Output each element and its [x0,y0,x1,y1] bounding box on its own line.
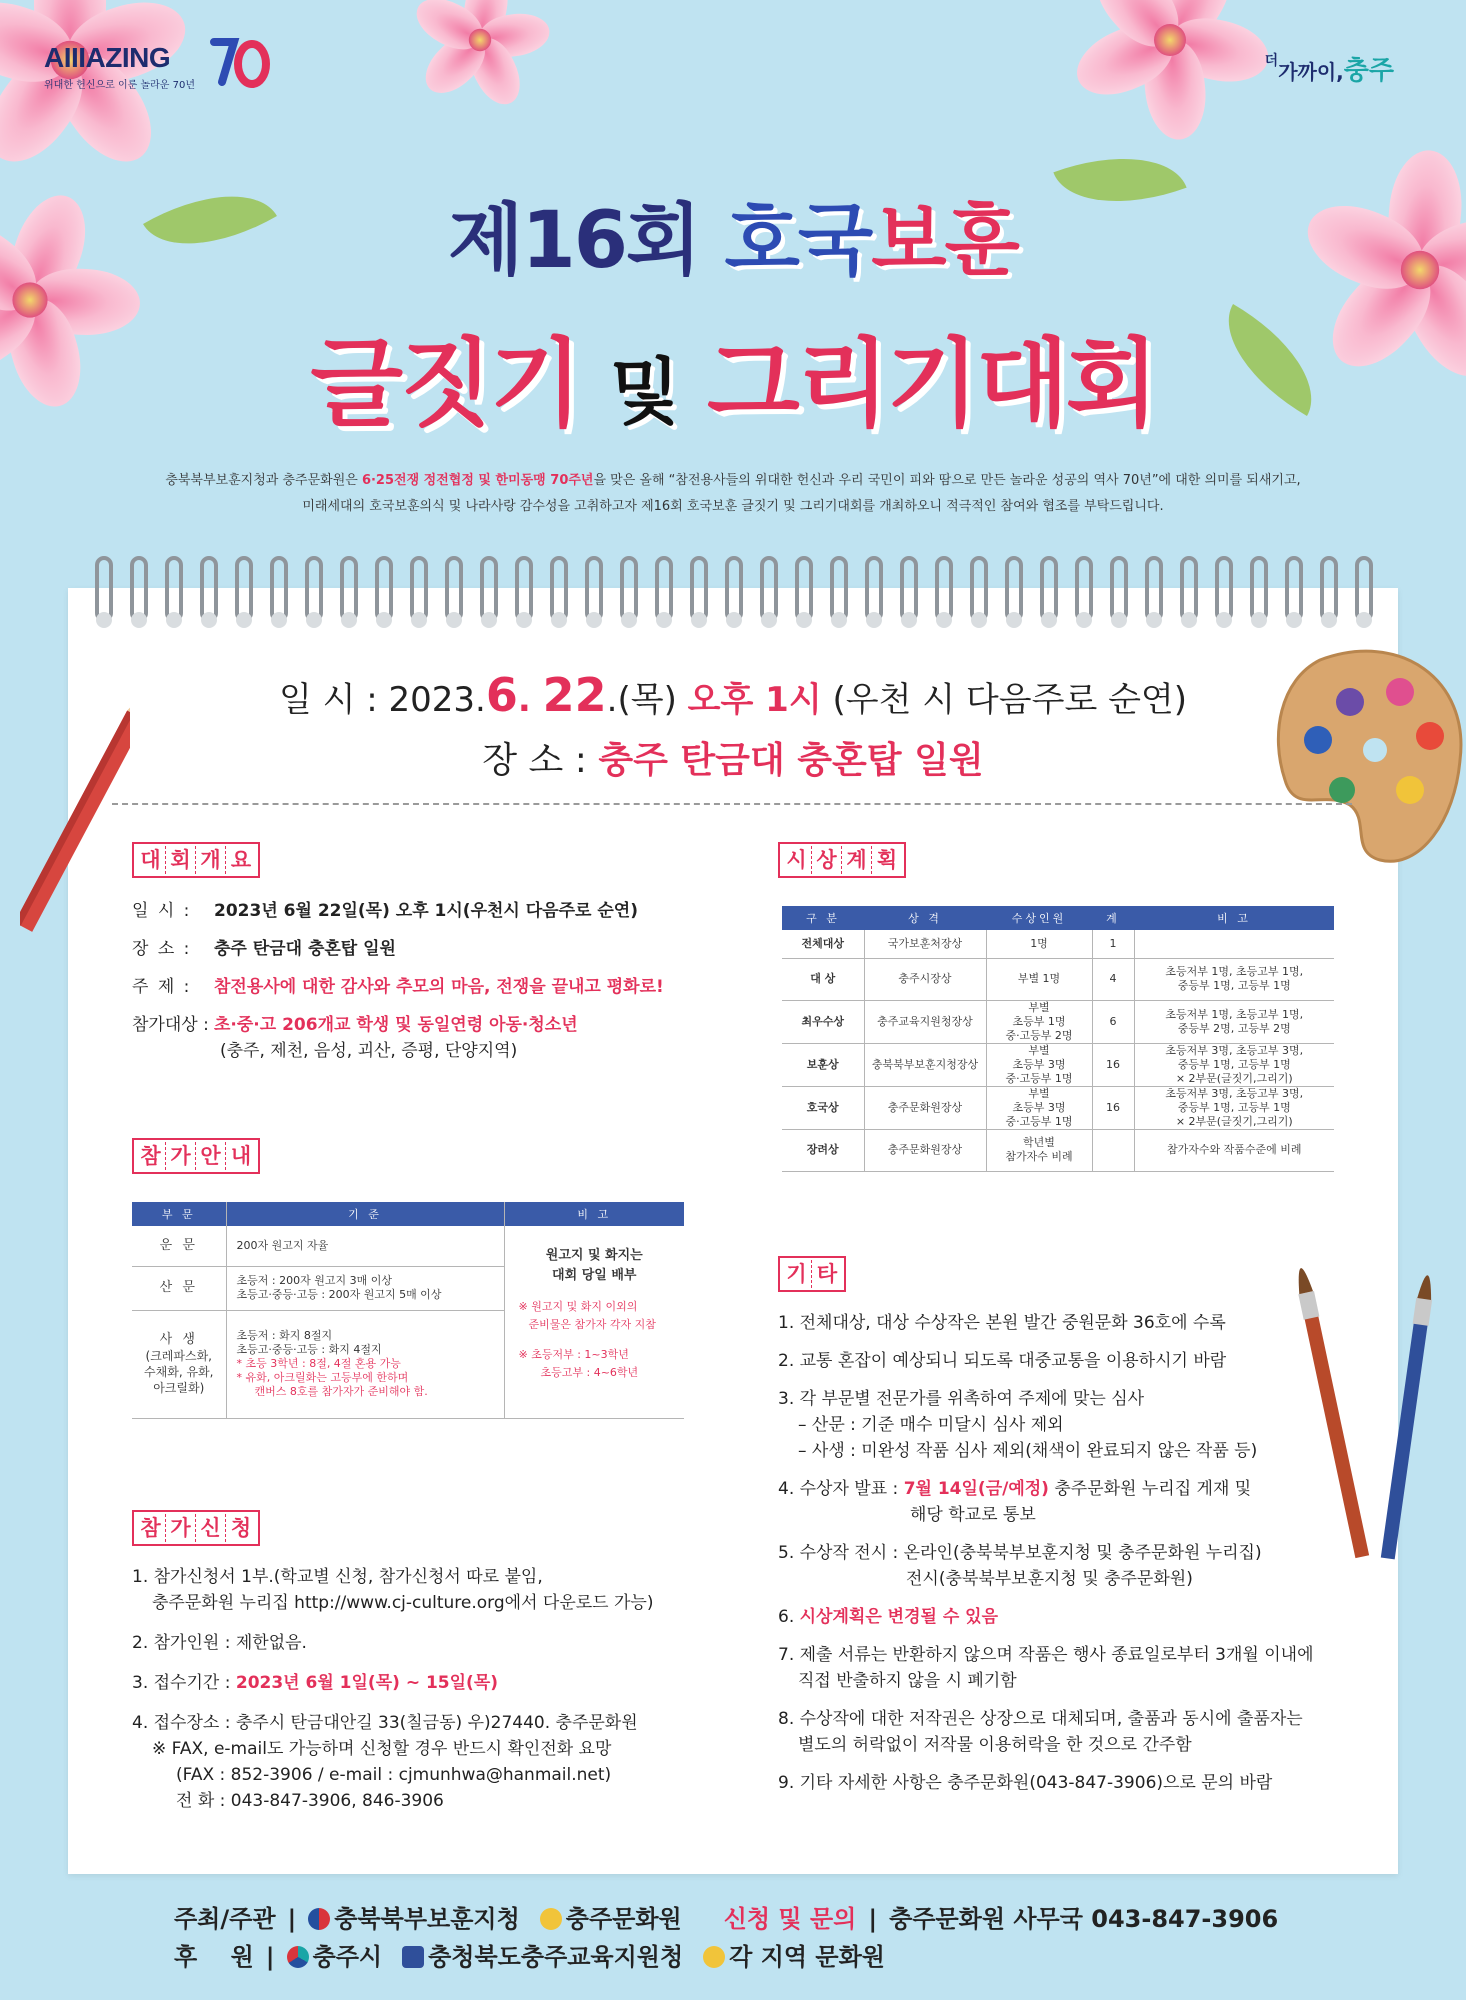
award-cell-line: 초등저부 3명, 초등고부 3명, [1165,1043,1304,1057]
guide-criteria-line: 캔버스 8호를 참가자가 준비해야 함. [254,1385,428,1398]
overview-target-regions: (충주, 제천, 음성, 괴산, 증평, 단양지역) [220,1041,518,1061]
apply-text: 충주문화원 누리집 http://www.cj-culture.org에서 다운로드 가능) [152,1593,654,1613]
award-cell-line: 초등부 3명 [1012,1057,1066,1071]
apply-text: 1. 참가신청서 1부.(학교별 신청, 참가신청서 따로 붙임, [132,1567,543,1587]
title-round: 제16회 [448,196,725,286]
award-cell-line: 중등부 1명, 고등부 1명 [1177,979,1291,992]
award-name [782,958,864,1000]
list-item: 2. 교통 혼잡이 예상되니 되도록 대중교통을 이용하시기 바람 [778,1351,1227,1371]
event-time: 오후 1시 [687,680,822,720]
misc-text: 3. 각 부문별 전문가를 위촉하여 주제에 맞는 심사 [778,1389,1145,1409]
hibiscus-flower-top-mid [410,0,550,110]
apply-phone: 전 화 : 043-847-3906, 846-3906 [176,1791,444,1811]
guide-category-line: 아크릴화) [153,1381,205,1395]
ring-hole [656,612,672,628]
guide-criteria-line: 초등고·중등·고등 : 200자 원고지 5매 이상 [236,1288,442,1301]
award-count [986,1129,1092,1171]
footer-host-row [174,1900,1374,1938]
title-hoguk: 호국 [724,196,872,286]
event-month: 6 [485,668,518,722]
label-char: 개 [196,846,226,874]
title-writing: 글짓기 [310,328,610,440]
award-cell-line: 부별 [1028,1086,1050,1100]
label-char: 상 [812,846,842,874]
misc-text: 7. 제출 서류는 반환하지 않으며 작품은 행사 종료일로부터 3개월 이내에 [778,1645,1314,1665]
event-day: 22 [542,668,607,722]
list-item [778,1476,1338,1528]
award-cell-line: 초등저부 1명, 초등고부 1명, [1165,965,1304,978]
award-count [986,1086,1092,1129]
award-grade [864,930,986,958]
misc-announce-date: 7월 14일(금/예정) [903,1479,1049,1499]
ring-hole [236,612,252,628]
list-item [132,1710,712,1814]
dashed-divider [112,803,1352,805]
footer-host1: 충북북부보훈지청 [334,1905,520,1933]
overview-row-place [132,938,712,960]
ring-hole [411,612,427,628]
pencil-icon [20,680,130,980]
label-char: 청 [230,1516,252,1540]
misc-section [778,1310,1338,1808]
award-cell-line: 충북북부보훈지청장상 [871,1057,979,1071]
ring-hole [1181,612,1197,628]
award-note [1134,1086,1334,1129]
city-logo-name: 충주 [1343,56,1394,86]
award-cell-line: 4 [1109,972,1117,985]
label-char: 계 [842,846,872,874]
award-count [986,930,1092,958]
guide-criteria-line: 초등고·중등·고등 : 화지 4절지 [236,1343,382,1356]
apply-period: 2023년 6월 1일(목) ~ 15일(목) [235,1673,499,1693]
table-header: 수상인원 [986,906,1092,930]
award-cell-line: 장려상 [806,1143,839,1156]
award-name [782,1129,864,1171]
award-note [1134,930,1334,958]
ring-hole [1321,612,1337,628]
taegeuk-icon [308,1908,330,1930]
table-header: 기 준 [226,1202,504,1226]
guide-table [132,1202,684,1419]
table-header: 계 [1092,906,1134,930]
footer-divider: | [265,1943,275,1971]
table-row [782,1043,1334,1086]
ring-hole [831,612,847,628]
ring-hole [796,612,812,628]
intro-text: 을 맞은 올해 “참전용사들의 위대한 헌신과 우리 국민이 피와 땀으로 만든 놀라운 성공의 역사 70년”에 대한 의미를 되새기고, [593,473,1301,488]
guide-category: 운 문 [132,1226,226,1266]
award-grade [864,1086,986,1129]
page-title-line1 [0,178,1466,290]
footer-inquiry-contact: 충주문화원 사무국 043-847-3906 [889,1905,1279,1933]
award-cell-line: 학년별 [1023,1136,1055,1149]
guide-criteria-line: * 초등 3학년 : 8절, 4절 혼용 가능 [236,1357,401,1370]
award-cell-line: 전체대상 [801,936,844,950]
label-char: 요 [230,848,252,872]
guide-note-cell [504,1226,684,1418]
ring-hole [271,612,287,628]
ring-hole [1041,612,1057,628]
table-header: 비 고 [504,1202,684,1226]
award-cell-line: 부별 1명 [1017,972,1061,985]
label-char: 대 [136,846,166,874]
table-row [782,958,1334,1000]
award-cell-line: 1명 [1030,936,1048,950]
guide-criteria [226,1266,504,1310]
overview-row-date [132,900,712,922]
event-place-value: 충주 탄금대 충혼탑 일원 [598,740,984,781]
award-cell-line: 참가자수와 작품수준에 비례 [1166,1143,1302,1156]
label-char: 시 [782,846,812,874]
table-row [782,930,1334,958]
footer-sponsor3: 각 지역 문화원 [729,1943,885,1971]
footer-divider: | [287,1905,297,1933]
award-cell-line: 초등부 3명 [1012,1100,1066,1114]
table-header: 구 분 [782,906,864,930]
ring-hole [1286,612,1302,628]
overview-value: 초·중·고 206개교 학생 및 동일연령 아동·청소년 [214,1015,578,1035]
footer-sponsor1: 충주시 [312,1943,383,1971]
award-total [1092,930,1134,958]
award-cell-line: 호국상 [806,1100,839,1114]
guide-criteria-line: * 유화, 아크릴화는 고등부에 한하며 [236,1371,409,1384]
table-row [782,1086,1334,1129]
footer-inquiry-label: 신청 및 문의 [723,1905,857,1933]
flower-emblem-icon [703,1946,725,1968]
award-total [1092,1129,1134,1171]
label-char: 가 [166,1514,196,1542]
ring-hole [481,612,497,628]
table-header: 비 고 [1134,906,1334,930]
ring-hole [96,612,112,628]
intro-highlight: 6·25전쟁 정전협정 및 한미동맹 70주년 [361,473,594,488]
label-char: 내 [230,1144,252,1168]
award-name [782,930,864,958]
list-item [778,1540,1338,1592]
overview-value: 참전용사에 대한 감사와 추모의 마음, 전쟁을 끝내고 평화로! [214,977,664,997]
table-row [782,1129,1334,1171]
misc-text: 8. 수상작에 대한 저작권은 상장으로 대체되며, 출품과 동시에 출품자는 [778,1709,1303,1729]
misc-text: 별도의 허락없이 저작물 이용허락을 한 것으로 간주함 [798,1735,1192,1755]
ring-hole [166,612,182,628]
ring-hole [971,612,987,628]
award-grade [864,1000,986,1043]
award-note [1134,1043,1334,1086]
ring-hole [1251,612,1267,628]
city-logo-pre: 가까이, [1278,60,1344,84]
guide-criteria: 200자 원고지 자율 [226,1226,504,1266]
event-dot: . [517,680,543,720]
award-cell-line: 중등부 1명, 고등부 1명 [1177,1057,1291,1071]
overview-value: 충주 탄금대 충혼탑 일원 [214,939,396,959]
award-cell-line: 중등부 2명, 고등부 2명 [1177,1021,1291,1035]
footer-divider: | [868,1905,878,1933]
ring-hole [446,612,462,628]
misc-text: 충주문화원 누리집 게재 및 [1048,1479,1252,1499]
award-cell-line: 대 상 [810,972,836,985]
chungju-city-logo [1265,50,1394,87]
label-char: 회 [166,846,196,874]
title-bohun: 보훈 [871,196,1018,286]
award-cell-line: 참가자수 비례 [1005,1150,1073,1163]
misc-text: – 산문 : 기준 매수 미달시 심사 제외 [798,1415,1064,1435]
award-cell-line: 충주교육지원청장상 [877,1014,973,1028]
ring-hole [901,612,917,628]
amazing-70-logo [44,42,195,91]
ring-hole [1076,612,1092,628]
award-cell-line: 초등저부 1명, 초등고부 1명, [1165,1007,1304,1021]
guide-category [132,1310,226,1418]
misc-text: 해당 학교로 통보 [910,1505,1036,1525]
ring-hole [306,612,322,628]
award-grade [864,1129,986,1171]
misc-text: 전시(충북북부보훈지청 및 충주문화원) [906,1569,1193,1589]
award-grade [864,1043,986,1086]
list-item [132,1564,712,1616]
guide-note-red: 준비물은 참가자 각자 지참 [528,1318,656,1331]
ring-hole [726,612,742,628]
label-char: 타 [816,1262,838,1286]
guide-category-line: (크레파스화, [145,1349,212,1363]
footer-host2: 충주문화원 [565,1905,682,1933]
award-cell-line: 보훈상 [806,1057,839,1071]
apply-text: 3. 접수기간 : [132,1673,236,1693]
list-item: 1. 전체대상, 대상 수상작은 본원 발간 중원문화 36호에 수록 [778,1313,1226,1333]
award-cell-line: 1 [1109,936,1117,950]
footer-host-label: 주최/주관 [174,1905,276,1933]
table-header: 상 격 [864,906,986,930]
anniversary-70-icon [208,34,272,90]
ring-hole [516,612,532,628]
title-and: 및 [609,350,677,434]
misc-text: – 사생 : 미완성 작품 심사 제외(채색이 완료되지 않은 작품 등) [798,1441,1258,1461]
award-grade [864,958,986,1000]
award-cell-line: 중·고등부 2명 [1005,1028,1073,1042]
section-label-awards [778,842,906,878]
award-count [986,1000,1092,1043]
table-header: 부 문 [132,1202,226,1226]
label-char: 가 [166,1142,196,1170]
guide-category-line: 수채화, 유화, [144,1365,214,1379]
overview-row-target [132,1014,712,1036]
list-item [132,1670,712,1696]
award-total [1092,958,1134,1000]
overview-row-theme [132,976,712,998]
ring-hole [1111,612,1127,628]
page-title-line2 [0,308,1466,445]
award-cell-line: 초등저부 3명, 초등고부 3명, [1165,1086,1304,1100]
overview-section [132,900,712,1062]
event-date-label: 일 시 : 2023. [278,680,486,720]
footer-sponsor-label: 후 원 [174,1943,254,1971]
apply-contact: (FAX : 852-3906 / e-mail : cjmunhwa@hanmail.net) [176,1765,612,1785]
city-logo-small: 더 [1264,53,1279,69]
overview-key: 장 소 : [132,939,192,959]
apply-section [132,1564,712,1828]
award-cell-line: 최우수상 [801,1014,844,1028]
award-cell-line: 충주문화원장상 [887,1100,963,1114]
list-item [778,1706,1338,1758]
brand-text: AIIIAZING [44,42,171,73]
overview-key: 일 시 : [132,901,192,921]
award-cell-line: 중등부 1명, 고등부 1명 [1177,1100,1291,1114]
label-char: 참 [136,1514,166,1542]
list-item [778,1386,1338,1464]
apply-text: 4. 접수장소 : 충주시 탄금대안길 33(칠금동) 우)27440. 충주문화원 [132,1713,638,1733]
award-cell-line: 충주시장상 [898,972,952,985]
spiral-rings [95,556,1375,636]
event-weekday: .(목) [606,680,688,720]
ring-hole [586,612,602,628]
guide-category-line: 사 생 [159,1332,198,1347]
award-cell-line: 16 [1106,1057,1120,1071]
award-cell-line: 초등부 1명 [1012,1014,1066,1028]
intro-text: 미래세대의 호국보훈의식 및 나라사랑 감수성을 고취하고자 제16회 호국보훈 글짓기 및 그리기대회를 개최하오니 적극적인 참여와 협조를 부탁드립니다. [302,499,1164,514]
ring-hole [936,612,952,628]
award-count [986,958,1092,1000]
intro-text: 충북북부보훈지청과 충주문화원은 [165,473,362,488]
hibiscus-flower-top-right [1070,0,1270,140]
section-label-guide [132,1138,260,1174]
award-cell-line: 중·고등부 1명 [1005,1071,1073,1085]
award-cell-line: × 2부문(글짓기,그리기) [1175,1071,1293,1085]
title-drawing-contest: 그리기대회 [676,328,1156,440]
misc-text: 6. [778,1607,800,1627]
awards-table [782,906,1334,1172]
brand-subtitle: 위대한 헌신으로 이룬 놀라운 70년 [44,80,196,91]
award-cell-line: 충주문화원장상 [887,1143,963,1156]
intro-paragraph [90,468,1376,520]
label-char: 획 [876,848,898,872]
table-header-row [132,1202,684,1226]
table-header-row [782,906,1334,930]
award-cell-line: 부별 [1028,1043,1050,1057]
misc-change-notice: 시상계획은 변경될 수 있음 [799,1607,999,1627]
award-name [782,1086,864,1129]
overview-value: 2023년 6월 22일(목) 오후 1시(우천시 다음주로 순연) [214,901,638,921]
event-date [0,668,1466,722]
label-char: 참 [136,1142,166,1170]
list-item: 9. 기타 자세한 사항은 충주문화원(043-847-3906)으로 문의 바람 [778,1773,1273,1793]
list-item [778,1642,1338,1694]
chungju-city-icon [287,1946,309,1968]
section-label-overview [132,842,260,878]
event-rain-note: (우천 시 다음주로 순연) [821,680,1188,720]
ring-hole [341,612,357,628]
award-cell-line: 6 [1109,1014,1117,1028]
section-label-apply [132,1510,260,1546]
list-item [778,1604,1338,1630]
misc-text: 직접 반출하지 않을 시 폐기함 [798,1671,1017,1691]
ring-hole [376,612,392,628]
guide-note: 대회 당일 배부 [552,1268,637,1283]
section-label-misc [778,1256,846,1292]
guide-note-red: ※ 초등저부 : 1~3학년 [518,1348,629,1361]
guide-note-red: 초등고부 : 4~6학년 [540,1366,639,1379]
misc-text: 5. 수상작 전시 : 온라인(충북북부보훈지청 및 충주문화원 누리집) [778,1543,1262,1563]
event-place [0,732,1466,783]
flower-emblem-icon [540,1908,562,1930]
award-cell-line: 16 [1106,1100,1120,1114]
overview-key: 주 제 : [132,977,192,997]
overview-key: 참가대상 : [132,1015,209,1035]
guide-criteria [226,1310,504,1418]
ring-hole [691,612,707,628]
guide-note-red: ※ 원고지 및 화지 이외의 [518,1300,638,1313]
award-cell-line: 중·고등부 1명 [1005,1114,1073,1128]
misc-text: 4. 수상자 발표 : [778,1479,904,1499]
award-cell-line: 국가보훈처장상 [887,936,963,950]
footer-sponsor-row [174,1938,1374,1976]
table-row [132,1226,684,1266]
apply-text: ※ FAX, e-mail도 가능하며 신청할 경우 반드시 확인전화 요망 [152,1739,612,1759]
award-name [782,1043,864,1086]
education-office-icon [402,1946,424,1968]
ring-hole [1006,612,1022,628]
award-total [1092,1000,1134,1043]
award-cell-line: × 2부문(글짓기,그리기) [1175,1114,1293,1128]
guide-criteria-line: 초등저 : 화지 8절지 [236,1329,333,1342]
guide-category: 산 문 [132,1266,226,1310]
event-place-label: 장 소 : [482,740,599,781]
footer-sponsor2: 충청북도충주교육지원청 [428,1943,684,1971]
label-char: 신 [196,1514,226,1542]
label-char: 안 [196,1142,226,1170]
award-total [1092,1086,1134,1129]
ring-hole [201,612,217,628]
ring-hole [551,612,567,628]
guide-criteria-line: 초등저 : 200자 원고지 3매 이상 [236,1274,392,1287]
award-total [1092,1043,1134,1086]
ring-hole [131,612,147,628]
ring-hole [1216,612,1232,628]
ring-hole [761,612,777,628]
award-name [782,1000,864,1043]
table-row [782,1000,1334,1043]
award-note [1134,1129,1334,1171]
ring-hole [1146,612,1162,628]
footer [174,1900,1374,1976]
label-char: 기 [782,1260,812,1288]
award-count [986,1043,1092,1086]
award-note [1134,958,1334,1000]
guide-note: 원고지 및 화지는 [545,1248,643,1263]
ring-hole [621,612,637,628]
ring-hole [866,612,882,628]
award-note [1134,1000,1334,1043]
award-cell-line: 부별 [1028,1000,1050,1014]
list-item: 2. 참가인원 : 제한없음. [132,1633,307,1653]
ring-hole [1356,612,1372,628]
